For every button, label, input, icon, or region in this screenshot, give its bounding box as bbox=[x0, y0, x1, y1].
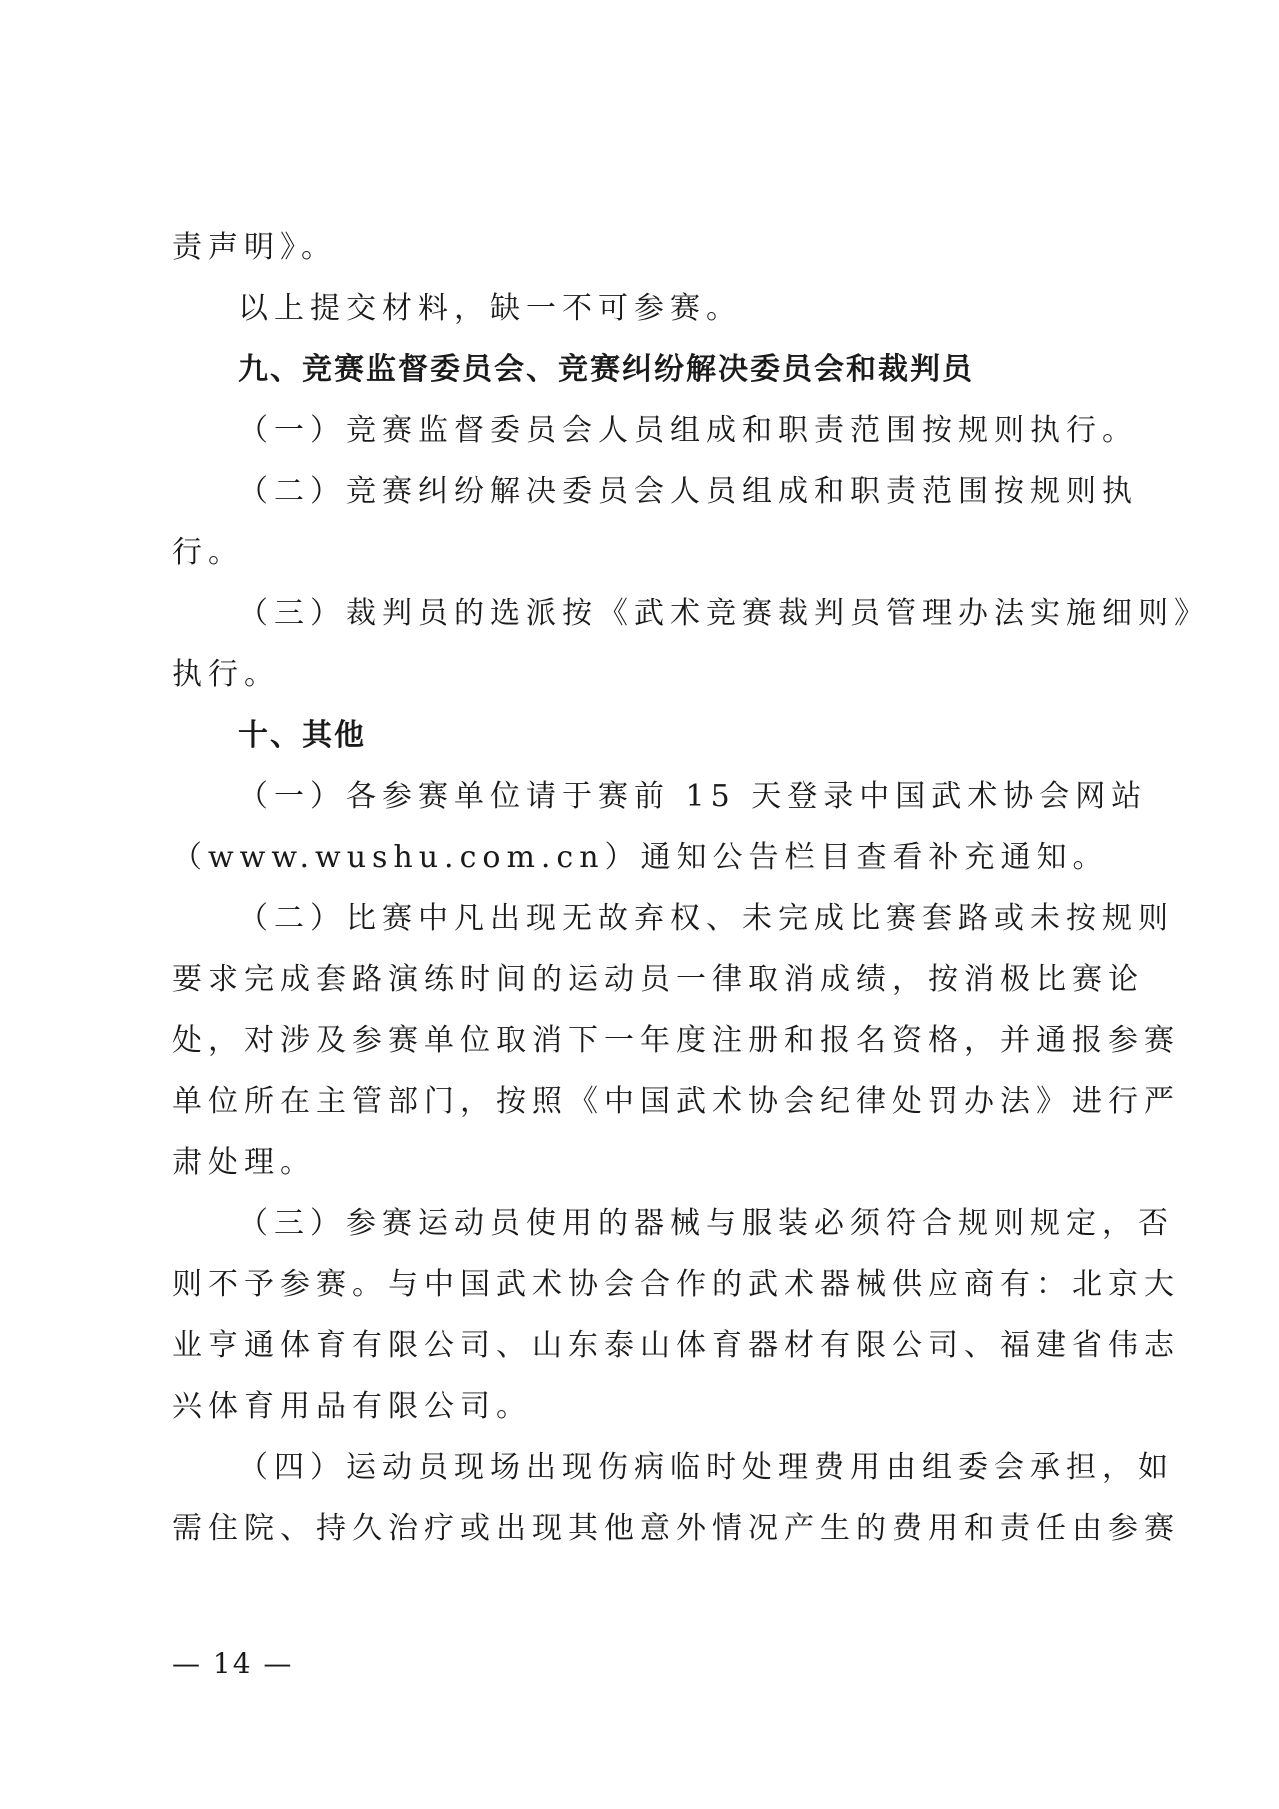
paragraph-line: 兴体育用品有限公司。 bbox=[172, 1389, 532, 1424]
section-heading-9: 九、竞赛监督委员会、竞赛纠纷解决委员会和裁判员 bbox=[238, 352, 974, 387]
paragraph-line: 单位所在主管部门，按照《中国武术协会纪律处罚办法》进行严 bbox=[172, 1084, 1180, 1119]
paragraph-line: 则不予参赛。与中国武术协会合作的武术器械供应商有：北京大 bbox=[172, 1267, 1180, 1302]
paragraph-line: （一）各参赛单位请于赛前 15 天登录中国武术协会网站 bbox=[238, 779, 1148, 814]
paragraph-line: 要求完成套路演练时间的运动员一律取消成绩，按消极比赛论 bbox=[172, 962, 1144, 997]
paragraph-line: 以上提交材料，缺一不可参赛。 bbox=[238, 291, 742, 326]
paragraph-line: （一）竞赛监督委员会人员组成和职责范围按规则执行。 bbox=[238, 413, 1138, 448]
paragraph-line: 业亨通体育有限公司、山东泰山体育器材有限公司、福建省伟志 bbox=[172, 1328, 1180, 1363]
section-heading-10: 十、其他 bbox=[238, 718, 366, 753]
paragraph-line: 处，对涉及参赛单位取消下一年度注册和报名资格，并通报参赛 bbox=[172, 1023, 1180, 1058]
paragraph-line: （四）运动员现场出现伤病临时处理费用由组委会承担，如 bbox=[238, 1450, 1174, 1485]
paragraph-line: 责声明》。 bbox=[172, 230, 337, 265]
paragraph-line: 行。 bbox=[172, 535, 244, 570]
paragraph-line: 需住院、持久治疗或出现其他意外情况产生的费用和责任由参赛 bbox=[172, 1511, 1180, 1546]
page-number: — 14 — bbox=[172, 1647, 294, 1680]
paragraph-line: 执行。 bbox=[172, 657, 280, 692]
paragraph-line: （三）裁判员的选派按《武术竞赛裁判员管理办法实施细则》 bbox=[238, 596, 1210, 631]
paragraph-line: （二）比赛中凡出现无故弃权、未完成比赛套路或未按规则 bbox=[238, 901, 1174, 936]
paragraph-line: （三）参赛运动员使用的器械与服装必须符合规则规定，否 bbox=[238, 1206, 1174, 1241]
paragraph-line: （二）竞赛纠纷解决委员会人员组成和职责范围按规则执 bbox=[238, 474, 1138, 509]
paragraph-line: （www.wushu.com.cn）通知公告栏目查看补充通知。 bbox=[172, 840, 1109, 875]
paragraph-line: 肃处理。 bbox=[172, 1145, 316, 1180]
